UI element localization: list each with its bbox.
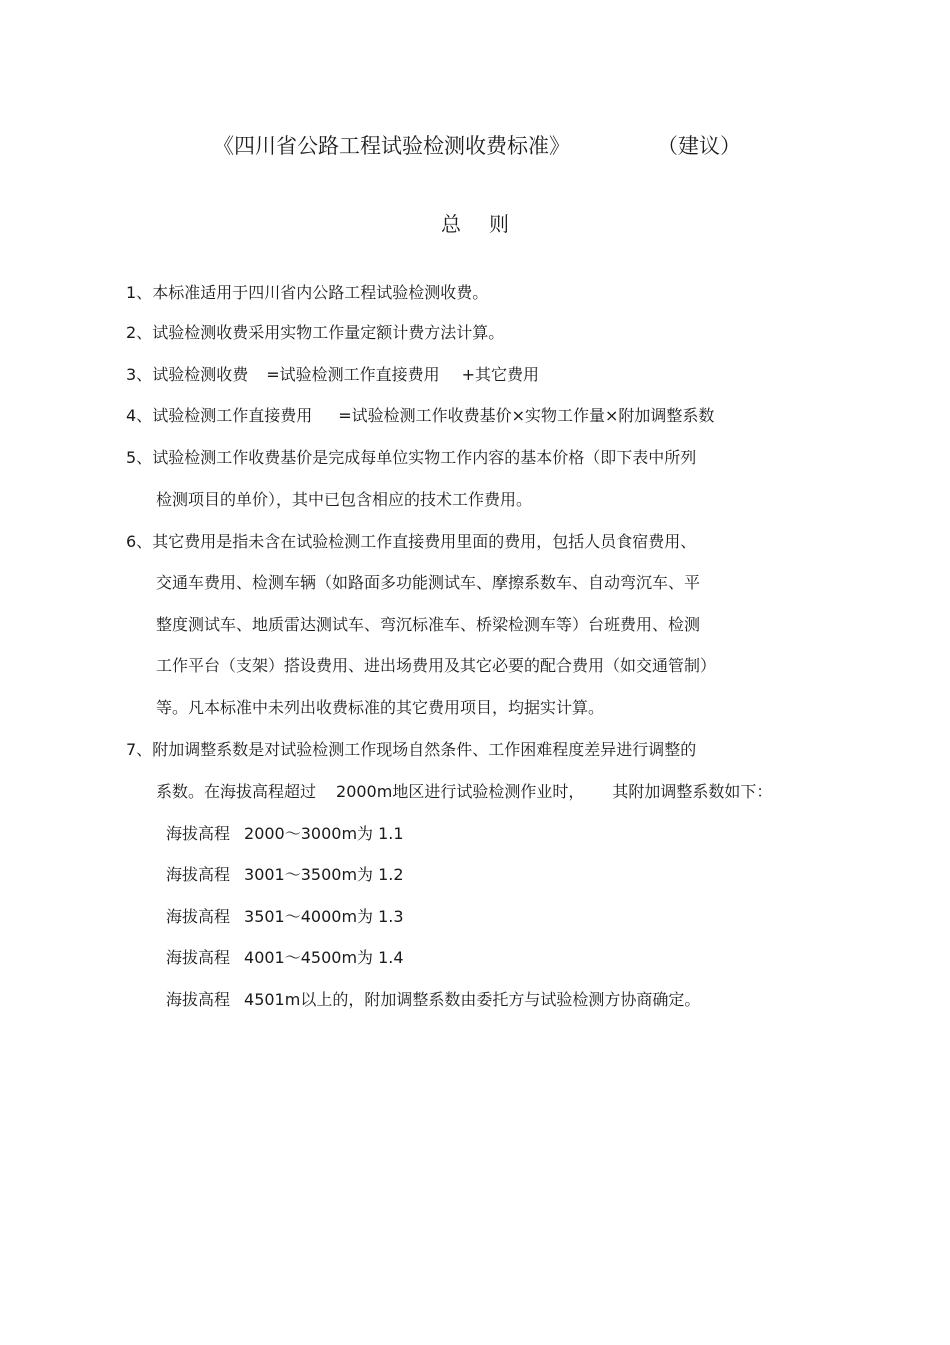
altitude-range: 4001～4500m为 1.4 [244, 948, 404, 967]
altitude-label: 海拔高程 [166, 865, 231, 884]
item-number: 5、 [126, 448, 153, 467]
list-item [126, 322, 504, 344]
item-number: 7、 [126, 740, 153, 759]
altitude-range: 3501～4000m为 1.3 [244, 907, 404, 926]
altitude-label: 海拔高程 [166, 824, 231, 843]
item-text: 试验检测工作直接费用 [152, 406, 313, 425]
list-item-continuation: 等。凡本标准中未列出收费标准的其它费用项目，均据实计算。 [156, 698, 605, 717]
list-item [126, 447, 696, 469]
item-text: 附加调整系数是对试验检测工作现场自然条件、工作困难程度差异进行调整的 [152, 740, 697, 759]
title-note: （建议） [657, 134, 741, 158]
list-item-continuation: 交通车费用、检测车辆（如路面多功能测试车、摩擦系数车、自动弯沉车、平 [156, 573, 701, 592]
altitude-range: 3001～3500m为 1.2 [244, 865, 404, 884]
item-text: 2000m地区进行试验检测作业时， [336, 782, 585, 801]
title-text: 《四川省公路工程试验检测收费标准》 [213, 134, 570, 158]
item-text: 试验检测收费采用实物工作量定额计费方法计算。 [152, 323, 505, 342]
altitude-row [166, 989, 700, 1011]
list-item [126, 739, 696, 761]
item-text: 其它费用是指未含在试验检测工作直接费用里面的费用，包括人员食宿费用、 [152, 532, 697, 551]
item-number: 3、 [126, 365, 153, 384]
altitude-row [166, 906, 404, 928]
list-item-continuation [156, 781, 772, 803]
altitude-label: 海拔高程 [166, 948, 231, 967]
item-text: =试验检测工作收费基价×实物工作量×附加调整系数 [338, 406, 715, 425]
altitude-range: 4501m以上的，附加调整系数由委托方与试验检测方协商确定。 [244, 990, 701, 1009]
item-number: 1、 [126, 283, 153, 302]
list-item-continuation: 整度测试车、地质雷达测试车、弯沉标准车、桥梁检测车等）台班费用、检测 [156, 615, 701, 634]
item-text: 本标准适用于四川省内公路工程试验检测收费。 [152, 283, 489, 302]
altitude-label: 海拔高程 [166, 907, 231, 926]
item-text: =试验检测工作直接费用 [266, 365, 440, 384]
item-text: 系数。在海拔高程超过 [156, 782, 317, 801]
list-item-continuation: 检测项目的单价），其中已包含相应的技术工作费用。 [156, 490, 533, 509]
altitude-label: 海拔高程 [166, 990, 231, 1009]
list-item [126, 531, 696, 553]
list-item [126, 364, 539, 386]
item-text: 试验检测工作收费基价是完成每单位实物工作内容的基本价格（即下表中所列 [152, 448, 697, 467]
item-text: 试验检测收费 [152, 365, 249, 384]
altitude-range: 2000～3000m为 1.1 [244, 824, 404, 843]
list-item-continuation: 工作平台（支架）搭设费用、进出场费用及其它必要的配合费用（如交通管制） [156, 656, 717, 675]
item-number: 4、 [126, 406, 153, 425]
item-number: 6、 [126, 532, 153, 551]
item-text: +其它费用 [461, 365, 540, 384]
altitude-row [166, 947, 404, 969]
section-heading: 总则 [441, 212, 537, 236]
altitude-row [166, 864, 404, 886]
list-item [126, 282, 488, 304]
list-item [126, 405, 714, 427]
altitude-row [166, 823, 404, 845]
item-number: 2、 [126, 323, 153, 342]
document-title [0, 128, 950, 162]
item-text: 其附加调整系数如下： [612, 782, 773, 801]
